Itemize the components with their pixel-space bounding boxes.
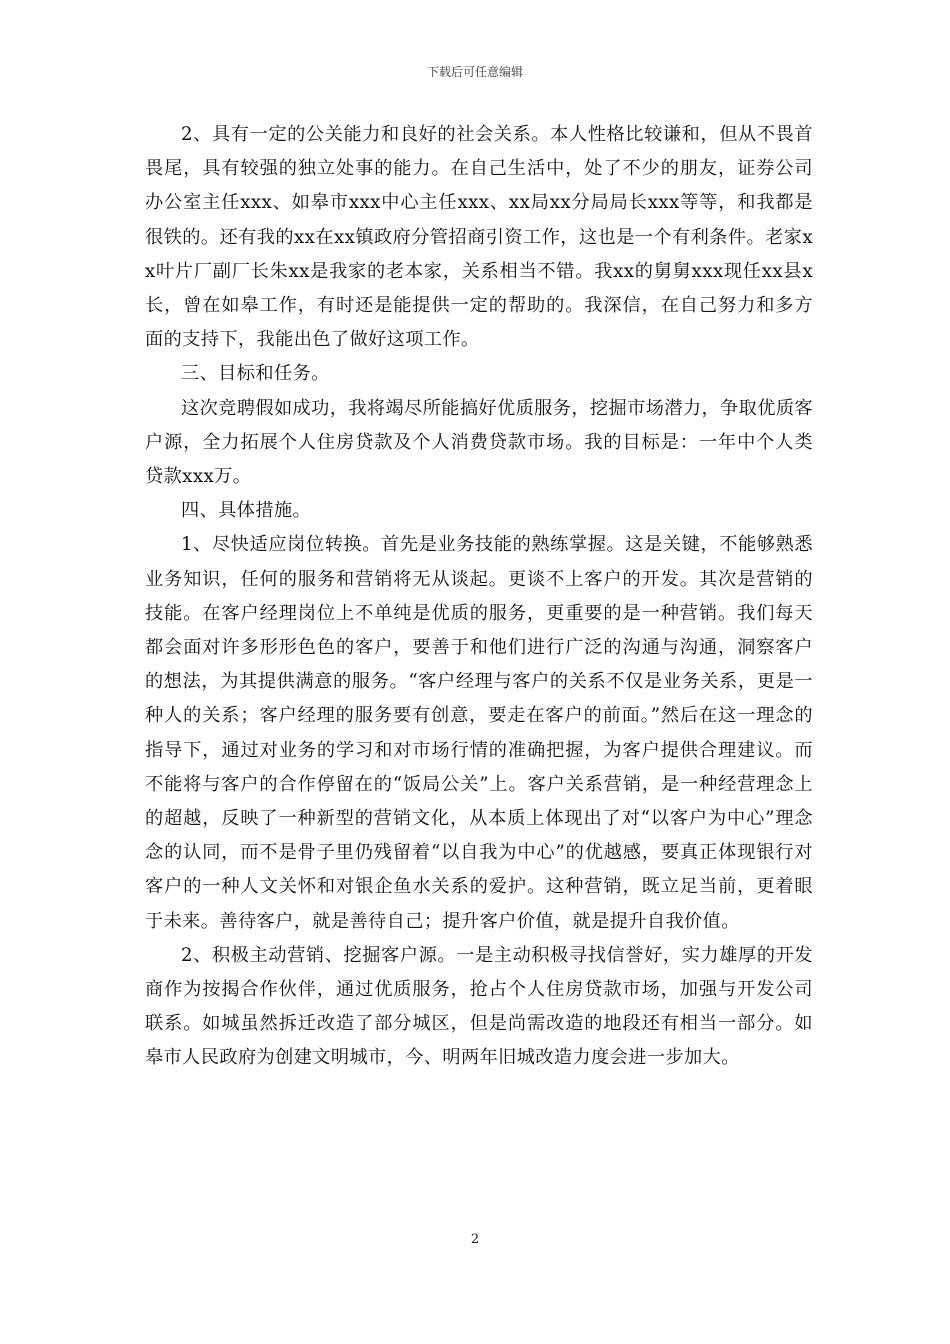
page-number: 2: [470, 1232, 480, 1247]
paragraph-adapt-role: 1、尽快适应岗位转换。首先是业务技能的熟练掌握。这是关键，不能够熟悉业务知识，任何的服务和营销将无从谈起。更谈不上客户的开发。其次是营销的技能。在客户经理岗位上不单纯是优质的服务，更重要的是一种营销。我们每天都会面对许多形形色色的客户，要善于和他们进行广泛的沟通与沟通，洞察客户的想法，为其提供满意的服务。“客户经理与客户的关系不仅是业务关系，更是一种人的关系；客户经理的服务要有创意，要走在客户的前面。”然后在这一理念的指导下，通过对业务的学习和对市场行情的准确把握，为客户提供合理建议。而不能将与客户的合作停留在的“饭局公关”上。客户关系营销，是一种经营理念上的超越，反映了一种新型的营销文化，从本质上体现出了对“以客户为中心”理念念的认同，而不是骨子里仍残留着“以自我为中心”的优越感，要真正体现银行对客户的一种人文关怀和对银企鱼水关系的爱护。这种营销，既立足当前，更着眼于未来。善待客户，就是善待自己；提升客户价值，就是提升自我价值。: [145, 534, 813, 932]
paragraph-goals: 这次竞聘假如成功，我将竭尽所能搞好优质服务，挖掘市场潜力，争取优质客户源，全力拓展个人住房贷款及个人消费贷款市场。我的目标是：一年中个人类贷款xxx万。: [145, 397, 813, 488]
paragraph-active-marketing: 2、积极主动营销、挖掘客户源。一是主动积极寻找信誉好，实力雄厚的开发商作为按揭合作伙伴，通过优质服务，抢占个人住房贷款市场，加强与开发公司联系。如城虽然拆迁改造了部分城区，但是尚需改造的地段还有相当一部分。如皋市人民政府为创建文明城市，今、明两年旧城改造力度会进一步加大。: [145, 944, 813, 1069]
document-body: [145, 118, 813, 1076]
section-heading-goals: 三、目标和任务。: [181, 363, 330, 385]
paragraph-social-relations: 2、具有一定的公关能力和良好的社会关系。本人性格比较谦和，但从不畏首畏尾，具有较强的独立处事的能力。在自己生活中，处了不少的朋友，证券公司办公室主任xxx、如皋市xxx中心主任xxx、xx局xx分局局长xxx等等，和我都是很铁的。还有我的xx在xx镇政府分管招商引资工作，这也是一个有利条件。老家xx叶片厂副厂长朱xx是我家的老本家，关系相当不错。我xx的舅舅xxx现任xx县x长，曾在如皋工作，有时还是能提供一定的帮助的。我深信，在自己努力和多方面的支持下，我能出色了做好这项工作。: [145, 124, 813, 351]
page-header-note: 下载后可任意编辑: [426, 65, 523, 79]
section-heading-measures: 四、具体措施。: [181, 500, 312, 522]
